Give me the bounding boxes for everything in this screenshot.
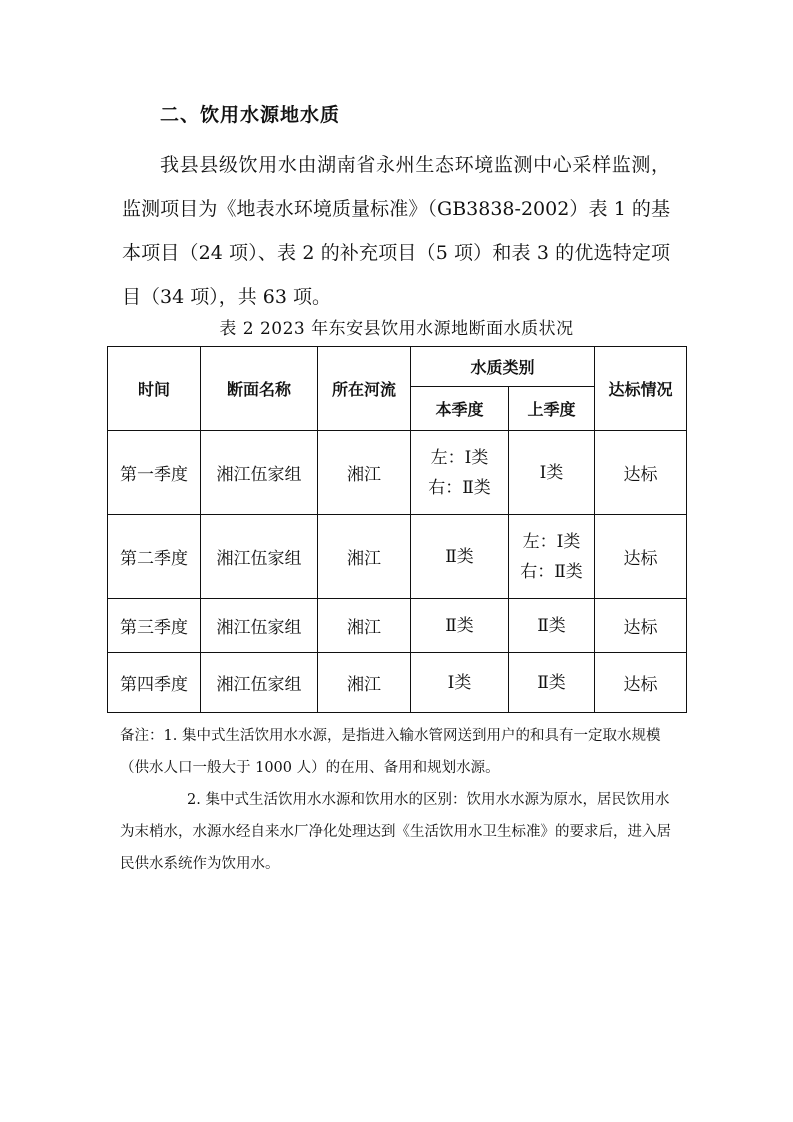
cell-last-quarter (509, 515, 595, 599)
note-2 (120, 784, 676, 880)
header-last-quarter: 上季度 (509, 387, 595, 431)
table-row (108, 599, 687, 653)
cell-this-quarter-line: Ⅰ类 (447, 672, 472, 693)
header-this-quarter: 本季度 (411, 387, 509, 431)
header-river: 所在河流 (318, 347, 411, 431)
cell-section-name: 湘江伍家组 (201, 599, 318, 653)
header-status: 达标情况 (595, 347, 687, 431)
cell-river: 湘江 (318, 599, 411, 653)
cell-status: 达标 (595, 653, 687, 713)
cell-this-quarter-line: Ⅱ类 (445, 615, 474, 636)
cell-this-quarter (411, 431, 509, 515)
table-row (108, 653, 687, 713)
table-caption: 表 2 2023 年东安县饮用水源地断面水质状况 (219, 319, 574, 339)
note-2-text: 2. 集中式生活饮用水水源和饮用水的区别：饮用水水源为原水，居民饮用水为末梢水，水源水经自来水厂净化处理达到《生活饮用水卫生标准》的要求后，进入居民供水系统作为饮用水。 (120, 792, 671, 872)
cell-status: 达标 (595, 599, 687, 653)
cell-river: 湘江 (318, 431, 411, 515)
cell-this-quarter (411, 599, 509, 653)
cell-time: 第二季度 (108, 515, 201, 599)
cell-last-quarter-line: Ⅱ类 (537, 615, 566, 636)
cell-last-quarter (509, 431, 595, 515)
cell-section-name: 湘江伍家组 (201, 653, 318, 713)
cell-this-quarter (411, 653, 509, 713)
note-1: 备注：1. 集中式生活饮用水水源，是指进入输水管网送到用户的和具有一定取水规模（供水人口一般大于 1000 人）的在用、备用和规划水源。 (120, 728, 661, 776)
header-time: 时间 (108, 347, 201, 431)
cell-status: 达标 (595, 515, 687, 599)
notes (120, 720, 676, 880)
cell-last-quarter-line: Ⅱ类 (537, 672, 566, 693)
cell-this-quarter-line: Ⅱ类 (445, 546, 474, 567)
cell-time: 第三季度 (108, 599, 201, 653)
cell-time: 第一季度 (108, 431, 201, 515)
cell-section-name: 湘江伍家组 (201, 515, 318, 599)
water-quality-table (107, 346, 687, 713)
cell-this-quarter-line: 右：Ⅱ类 (428, 477, 491, 498)
cell-last-quarter-line: 左：Ⅰ类 (522, 531, 581, 552)
cell-last-quarter-line: Ⅰ类 (539, 462, 564, 483)
cell-time: 第四季度 (108, 653, 201, 713)
section-heading: 二、饮用水源地水质 (160, 104, 341, 126)
cell-last-quarter-line: 右：Ⅱ类 (520, 561, 583, 582)
cell-last-quarter (509, 599, 595, 653)
cell-this-quarter-line: 左：Ⅰ类 (430, 447, 489, 468)
cell-this-quarter (411, 515, 509, 599)
intro-paragraph: 我县县级饮用水由湖南省永州生态环境监测中心采样监测，监测项目为《地表水环境质量标准》（GB3838-2002）表 1 的基本项目（24 项）、表 2 的补充项目（5 项）和表 3 的优选特定项目（34 项），共 63 项。 (122, 154, 670, 308)
table-row (108, 431, 687, 515)
cell-last-quarter (509, 653, 595, 713)
cell-status: 达标 (595, 431, 687, 515)
header-water-class: 水质类别 (411, 347, 595, 387)
cell-river: 湘江 (318, 653, 411, 713)
header-section-name: 断面名称 (201, 347, 318, 431)
cell-river: 湘江 (318, 515, 411, 599)
cell-section-name: 湘江伍家组 (201, 431, 318, 515)
table-row (108, 515, 687, 599)
